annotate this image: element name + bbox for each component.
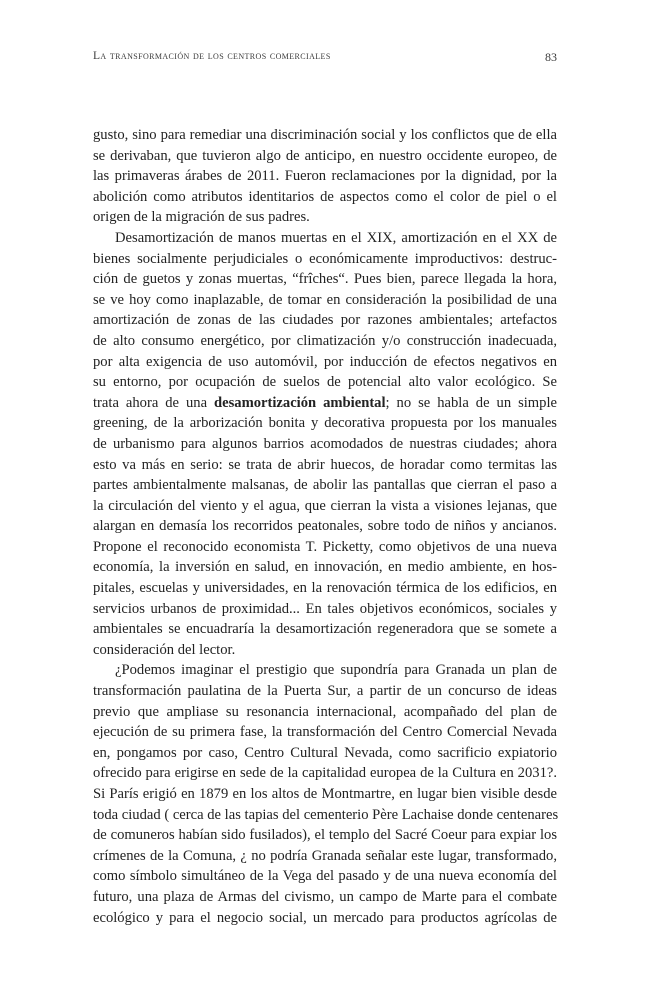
text-line: ecológico y para el negocio social, un mercado para productos agrícolas de (93, 909, 557, 926)
text-line: esto va más en serio: se trata de abrir huecos, de horadar como termitas las (93, 456, 557, 473)
text-run: trata ahora de una (93, 394, 215, 411)
text-line: transformación paulatina de la Puerta Sur, a partir de un concurso de ideas (93, 683, 557, 700)
page-number: 83 (545, 50, 557, 64)
text-line: Desamortización de manos muertas en el XIX, amortización en el XX de (115, 229, 557, 246)
text-line: alargan en demasía los recorridos peatonales, sobre todo de niños y ancianos. (93, 518, 557, 535)
text-line: previo que ampliase su resonancia internacional, acompañado del plan de (93, 703, 557, 720)
bold-phrase: desamortización ambiental (214, 394, 386, 411)
text-run: ; no se habla de un simple (385, 394, 557, 411)
text-line: ambientales se encuadraría la desamortización regeneradora que se somete a (93, 621, 557, 638)
paragraph-1 (93, 125, 557, 228)
text-line: partes ambientalmente malsanas, de abolir las pantallas que cierran el paso a (93, 477, 557, 494)
paragraph-3 (93, 660, 557, 928)
text-line: como símbolo simultáneo de la Vega del pasado y de una nueva economía del (93, 868, 557, 885)
text-line: en, pongamos por caso, Centro Cultural Nevada, como sacrificio expiatorio (93, 744, 557, 761)
text-line: por alta exigencia de uso automóvil, por inducción de efectos negativos en (93, 353, 557, 370)
text-line: se derivaban, que tuvieron algo de anticipo, en nuestro occidente europeo, de (93, 147, 557, 164)
text-line: las primaveras árabes de 2011. Fueron reclamaciones por la dignidad, por la (93, 168, 557, 185)
body-text (93, 125, 557, 928)
text-line: economía, la inversión en salud, en innovación, en medio ambiente, en hos- (93, 559, 557, 576)
text-line-with-bold (93, 393, 557, 414)
text-line: pitales, escuelas y universidades, en la renovación térmica de los edificios, en (93, 580, 557, 597)
text-line: amortización de zonas de las ciudades por razones ambientales; artefactos (93, 312, 557, 329)
paragraph-2 (93, 228, 557, 660)
text-line: de comuneros habían sido fusilados), el templo del Sacré Coeur para expiar los (93, 827, 557, 844)
text-line: servicios urbanos de proximidad... En tales objetivos económicos, sociales y (93, 600, 557, 617)
text-line: de urbanismo para algunos barrios acomodados de nuestras ciudades; ahora (93, 435, 557, 452)
text-line: ¿Podemos imaginar el prestigio que supondría para Granada un plan de (115, 662, 557, 679)
text-line: se ve hoy como inaplazable, de tomar en consideración la posibilidad de una (93, 291, 557, 308)
text-line: gusto, sino para remediar una discriminación social y los conflictos que de ella (93, 127, 557, 143)
text-line: de alto consumo energético, por climatización y/o construcción inadecuada, (93, 332, 557, 349)
text-line: la circulación del viento y el agua, que cierran la vista a visiones lejanas, que (93, 497, 557, 514)
running-title: La transformación de los centros comerciales (93, 50, 331, 62)
text-line: consideración del lector. (93, 641, 236, 658)
text-line: su entorno, por ocupación de suelos de potencial alto valor ecológico. Se (93, 374, 557, 391)
text-line: abolición como atributos identitarios de aspectos como el color de piel o el (93, 188, 557, 205)
text-line: ofrecido para erigirse en sede de la capitalidad europea de la Cultura en 2031?. (93, 765, 557, 782)
text-line: Si París erigió en 1879 en los altos de Montmartre, en lugar bien visible desde (93, 786, 557, 802)
text-line: ejecución de su primera fase, la transformación del Centro Comercial Nevada (93, 724, 557, 741)
text-line: greening, de la arborización bonita y decorativa propuesta por los manuales (93, 415, 557, 432)
text-line: futuro, una plaza de Armas del civismo, un campo de Marte para el combate (93, 888, 557, 905)
text-line: ción de guetos y zonas muertas, “frîches“. Pues bien, parece llegada la hora, (93, 271, 557, 288)
text-line: toda ciudad ( cerca de las tapias del cementerio Père Lachaise donde centenares (93, 806, 559, 823)
text-line: Propone el reconocido economista T. Picketty, como objetivos de una nueva (93, 538, 557, 555)
text-line: crímenes de la Comuna, ¿ no podría Granada señalar este lugar, transformado, (93, 847, 557, 864)
text-line: bienes socialmente perjudiciales o económicamente improductivos: destruc- (93, 250, 557, 267)
text-line: origen de la migración de sus padres. (93, 209, 310, 226)
